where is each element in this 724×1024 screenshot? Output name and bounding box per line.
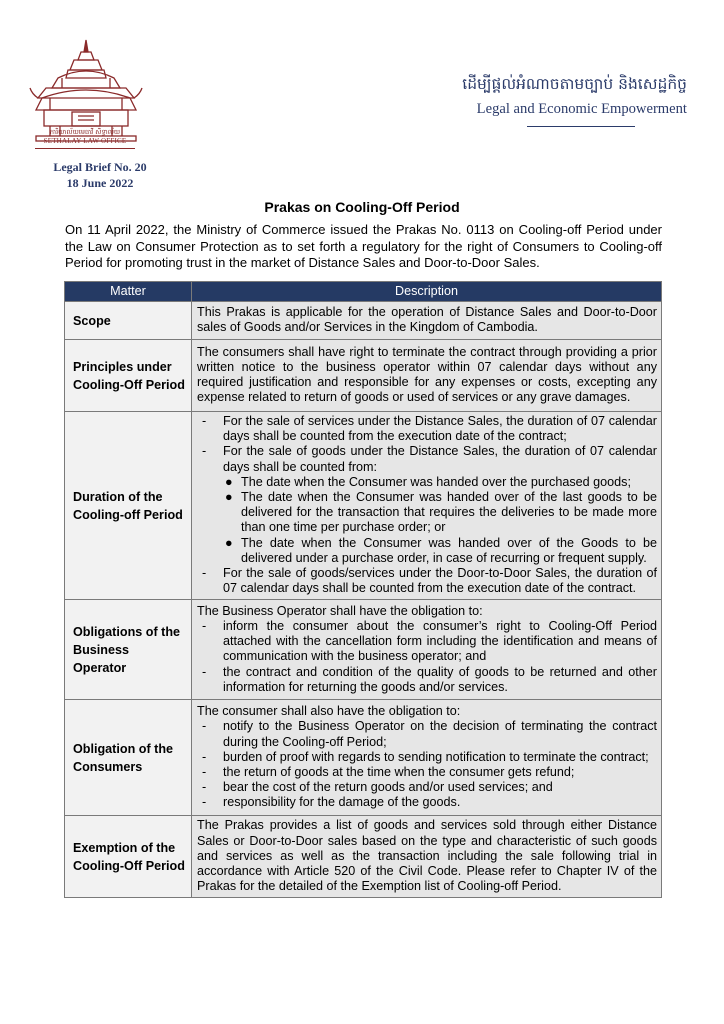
description-lead: The consumer shall also have the obligation to: [197, 704, 461, 719]
sub-list-item-text: The date when the Consumer was handed over the purchased goods; [241, 474, 631, 489]
table-row [65, 700, 662, 816]
list-item [197, 750, 657, 765]
office-underline [35, 148, 135, 149]
list-item-text: For the sale of services under the Distance Sales, the duration of 07 calendar days shall be counted from the execution date of the contract; [223, 414, 657, 444]
dash-bullet: - [202, 780, 207, 795]
office-name-khmer: ការិយាល័យមេធាវី សិទ្ធាល័យ [49, 128, 121, 136]
tagline-underline [527, 126, 635, 127]
description-cell [192, 600, 662, 700]
dash-bullet: - [202, 566, 207, 581]
dash-bullet: - [202, 444, 207, 459]
column-header-description: Description [192, 282, 662, 302]
sub-list-item-text: The date when the Consumer was handed over of the last goods to be delivered for the transaction that requires the deliveries to be made more than one time per purchase order; or [241, 490, 657, 535]
description-cell [192, 412, 662, 600]
column-header-matter: Matter [65, 282, 192, 302]
sub-list-item [197, 475, 657, 490]
description-text: This Prakas is applicable for the operation of Distance Sales and Door-to-Door sales of Goods and/or Services in the Kingdom of Cambodia. [197, 304, 657, 334]
table-body [65, 302, 662, 898]
description-cell [192, 700, 662, 816]
list-item [197, 444, 657, 474]
list-item-text: the return of goods at the time when the consumer gets refund; [223, 765, 575, 780]
list-item-text: burden of proof with regards to sending notification to terminate the contract; [223, 749, 649, 764]
dash-bullet: - [202, 765, 207, 780]
list-item-text: For the sale of goods under the Distance Sales, the duration of 07 calendar days shall be counted from: [223, 444, 657, 474]
matter-cell: Obligation of the Consumers [65, 700, 192, 816]
list-item [197, 619, 657, 665]
description-cell [192, 340, 662, 412]
round-bullet: ● [225, 535, 233, 550]
description-cell [192, 302, 662, 340]
table-row [65, 340, 662, 412]
matter-cell: Duration of the Cooling-off Period [65, 412, 192, 600]
matter-cell: Obligations of the Business Operator [65, 600, 192, 700]
dash-bullet: - [202, 795, 207, 810]
table-row [65, 600, 662, 700]
list-item [197, 795, 657, 810]
table-row [65, 302, 662, 340]
list-item-text: For the sale of goods/services under the Door-to-Door Sales, the duration of 07 calendar days shall be counted from the execution date of the contract. [223, 566, 657, 596]
list-item [197, 414, 657, 444]
list-item-text: bear the cost of the return goods and/or used services; and [223, 780, 553, 795]
dash-bullet: - [202, 414, 207, 428]
round-bullet: ● [225, 474, 233, 489]
matter-cell: Exemption of the Cooling-Off Period [65, 816, 192, 898]
prakas-summary-table [64, 281, 662, 898]
dash-bullet: - [202, 749, 207, 764]
table-row [65, 816, 662, 898]
list-item-text: responsibility for the damage of the goods. [223, 795, 461, 810]
description-cell [192, 816, 662, 898]
table-row [65, 412, 662, 600]
round-bullet: ● [225, 490, 233, 505]
list-item [197, 765, 657, 780]
tagline: Legal and Economic Empowerment [476, 101, 687, 117]
sub-list-item-text: The date when the Consumer was handed over of the Goods to be delivered under a purchase order, in case of recurring or frequent supply. [241, 535, 657, 565]
description-lead: The Business Operator shall have the obligation to: [197, 603, 483, 618]
list-item-text: inform the consumer about the consumer’s right to Cooling-Off Period attached with the cancellation form including the identification and means of communication with the business operator; and [223, 619, 657, 664]
legal-brief-number: Legal Brief No. 20 [53, 160, 147, 174]
list-item [197, 566, 657, 596]
list-item [197, 780, 657, 795]
matter-cell: Principles under Cooling-Off Period [65, 340, 192, 412]
dash-bullet: - [202, 664, 207, 679]
legal-brief-date: 18 June 2022 [66, 176, 134, 190]
list-item [197, 665, 657, 695]
intro-paragraph: On 11 April 2022, the Ministry of Commerce issued the Prakas No. 0113 on Cooling-off Period under the Law on Consumer Protection as to set forth a regulatory for the right of Consumers to Cooling-off Period for promoting trust in the market of Distance Sales and Door-to-Door Sales. [65, 222, 662, 270]
dash-bullet: - [202, 619, 207, 634]
list-item-text: the contract and condition of the quality of goods to be returned and other information for returning the goods and/or services. [223, 664, 657, 694]
list-item [197, 719, 657, 749]
description-text: The consumers shall have right to terminate the contract through providing a prior written notice to the business operator within 07 calendar days without any required justification and responsible for any expenses or costs, excepting any expense related to return of goods or used of services or any grave damages. [197, 344, 657, 405]
sub-list-item [197, 536, 657, 566]
tagline-khmer: ដើម្បីផ្តល់អំណាចតាមច្បាប់ និងសេដ្ឋកិច្ច [462, 75, 687, 93]
table-header-row [65, 282, 662, 302]
description-text: The Prakas provides a list of goods and services sold through either Distance Sales or Door-to-Door sales based on the type and characteristic of such goods and services as well as the transaction including the sale following trial in accordance with Article 520 of the Civil Code. Please refer to Chapter IV of the Prakas for the detailed of the Exemption list of Cooling-off Period. [197, 818, 657, 894]
sub-list-item [197, 490, 657, 536]
list-item-text: notify to the Business Operator on the decision of terminating the contract during the Cooling-off Period; [223, 719, 657, 749]
dash-bullet: - [202, 719, 207, 734]
document-title: Prakas on Cooling-Off Period [264, 199, 460, 215]
office-name: SETHALAY LAW OFFICE [43, 137, 127, 145]
matter-cell: Scope [65, 302, 192, 340]
